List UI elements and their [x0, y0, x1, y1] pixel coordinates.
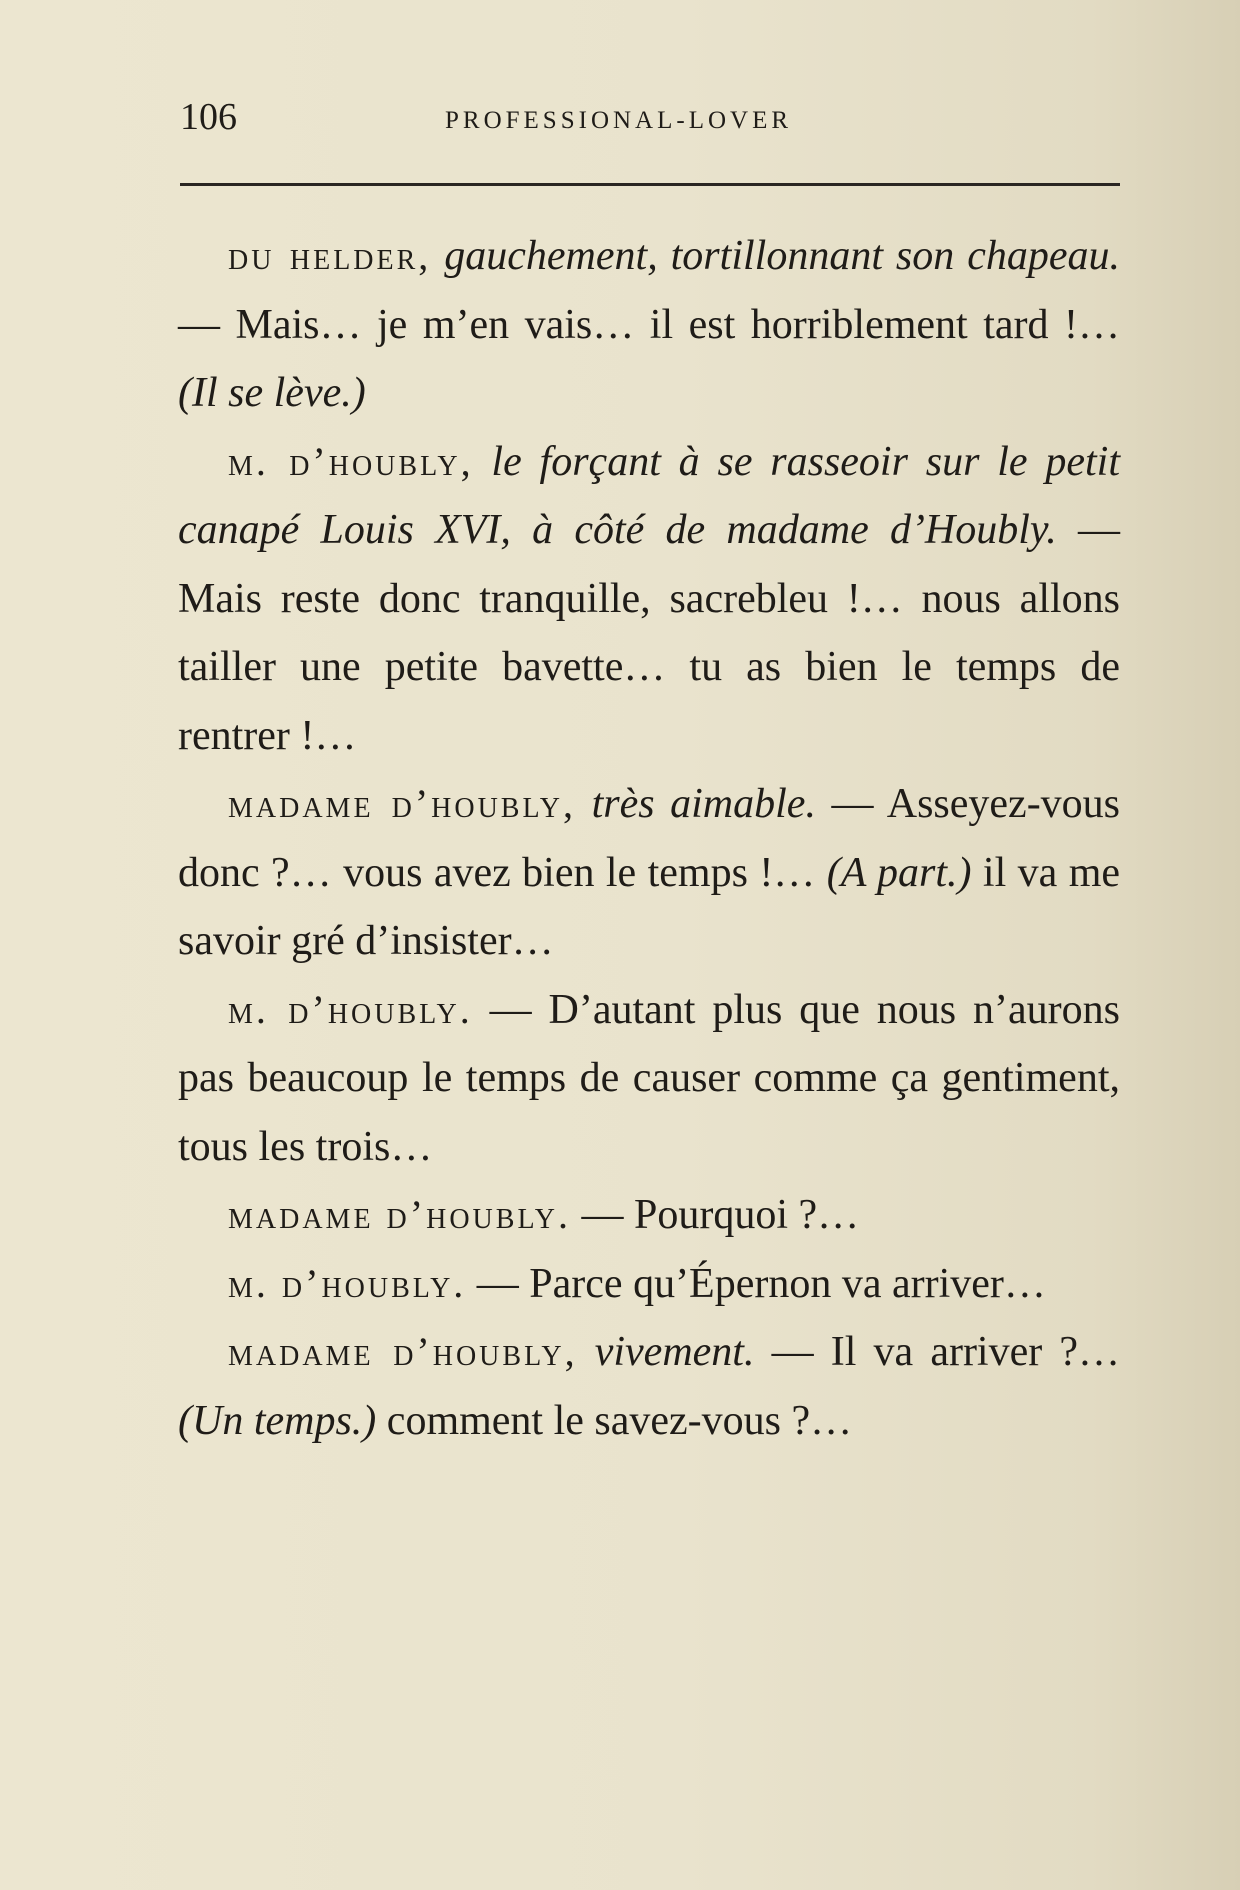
stage-aside: (Un temps.)	[178, 1397, 377, 1444]
speaker-name: m. d’houbly.	[228, 986, 473, 1032]
page-number: 106	[180, 96, 237, 138]
speaker-name: m. d’houbly.	[228, 1260, 467, 1306]
dialogue-line: — D’autant plus que nous n’aurons pas beaucoup le temps de causer comme ça gentiment, tous les trois…	[178, 986, 1121, 1170]
stage-aside: (Il se lève.)	[178, 370, 366, 416]
dialogue-paragraph	[178, 428, 1120, 771]
speaker-name: madame d’houbly.	[228, 1192, 571, 1237]
header-rule	[180, 183, 1120, 186]
speaker-name: du helder,	[228, 233, 432, 278]
stage-aside: (A part.)	[826, 849, 972, 896]
dialogue-line-continued: il va me savoir gré d’insister…	[178, 849, 1121, 964]
dialogue-line: — Asseyez-vous donc ?… vous avez bien le temps !…	[178, 781, 1121, 896]
speaker-name: madame d’houbly,	[228, 781, 577, 826]
dialogue-line: — Mais reste donc tranquille, sacrebleu !… nous allons tailler une petite bavette… tu as bien le temps de rentrer !…	[178, 507, 1120, 759]
dialogue-line-continued: comment le savez-vous ?…	[386, 1397, 853, 1444]
dialogue-line: — Il va arriver ?…	[771, 1329, 1121, 1375]
dialogue-paragraph	[178, 222, 1120, 428]
dialogue-line: — Parce qu’Épernon va arriver…	[476, 1260, 1046, 1307]
play-dialogue	[178, 222, 1120, 1455]
running-title: PROFESSIONAL-LOVER	[445, 107, 793, 134]
dialogue-line: — Mais… je m’en vais… il est horriblement tard !…	[178, 301, 1120, 348]
page-header	[180, 95, 1115, 155]
stage-direction: le forçant à se rasseoir sur le petit canapé Louis XVI, à côté de madame d’Houbly.	[178, 438, 1121, 553]
speaker-name: m. d’houbly,	[228, 438, 474, 484]
speaker-name: madame d’houbly,	[228, 1329, 578, 1374]
dialogue-paragraph	[178, 976, 1120, 1182]
dialogue-paragraph	[178, 770, 1120, 976]
stage-direction: très aimable.	[591, 781, 816, 827]
stage-direction: vivement.	[594, 1329, 755, 1375]
stage-direction: gauchement, tortillonnant son chapeau.	[444, 233, 1120, 279]
dialogue-paragraph	[178, 1250, 1120, 1319]
dialogue-paragraph	[178, 1181, 1120, 1250]
dialogue-line: — Pourquoi ?…	[581, 1192, 860, 1238]
dialogue-paragraph	[178, 1318, 1120, 1455]
